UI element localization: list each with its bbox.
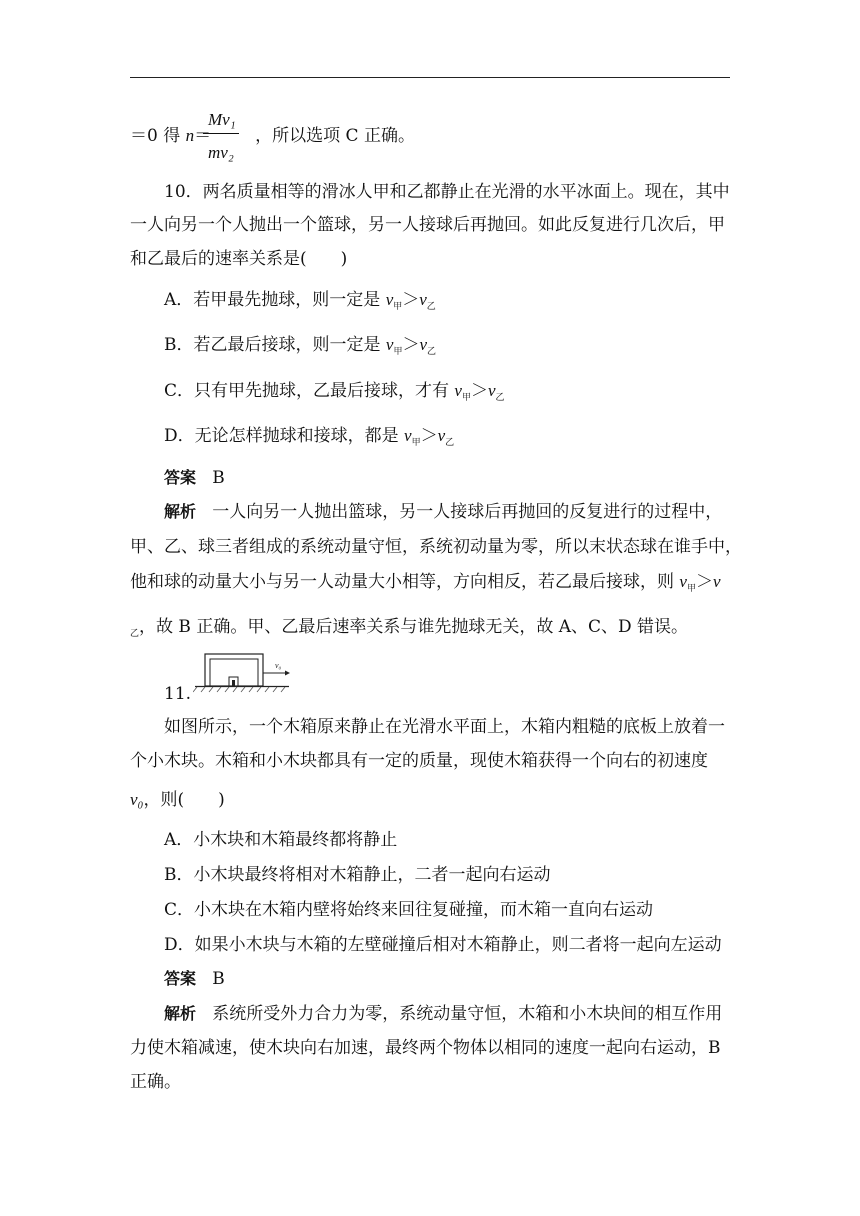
q11-box-figure bbox=[193, 652, 293, 694]
q11-answer: 答案 B bbox=[164, 969, 225, 989]
prev-conclusion: ＝0 得 n＝ ，所以选项 C 正确。 bbox=[130, 126, 415, 146]
q11-option-c: C．小木块在木箱内壁将始终来回往复碰撞，而木箱一直向右运动 bbox=[164, 900, 654, 920]
q10-analysis-line1: 解析 一人向另一人抛出篮球，另一人接球后再抛回的反复进行的过程中， bbox=[164, 502, 723, 522]
q11-analysis-line2: 力使木箱减速，使木块向右加速，最终两个物体以相同的速度一起向右运动，B bbox=[130, 1038, 721, 1058]
q11-analysis-line3: 正确。 bbox=[130, 1072, 181, 1092]
q10-option-a: A．若甲最先抛球，则一定是 $v_甲>v_乙$ bbox=[164, 290, 436, 312]
q10-option-c: C．只有甲先抛球，乙最后接球，才有 $v_甲>v_乙$ bbox=[164, 381, 505, 403]
header-rule bbox=[130, 77, 730, 78]
fraction-denominator: mv₂ bbox=[208, 143, 234, 162]
q10-option-b: B．若乙最后接球，则一定是 $v_甲>v_乙$ bbox=[164, 335, 437, 357]
q11-option-a: A．小木块和木箱最终都将静止 bbox=[164, 830, 398, 850]
q10-stem-line1: 10．两名质量相等的滑冰人甲和乙都静止在光滑的水平冰面上。现在，其中 bbox=[164, 182, 730, 202]
q11-number: 11. bbox=[164, 684, 192, 704]
q11-option-b: B．小木块最终将相对木箱静止，二者一起向右运动 bbox=[164, 865, 551, 885]
q10-stem-line3: 和乙最后的速率关系是( ) bbox=[130, 249, 348, 269]
q11-analysis-line1: 解析 系统所受外力合力为零，系统动量守恒，木箱和小木块间的相互作用 bbox=[164, 1004, 723, 1024]
q10-option-d: D．无论怎样抛球和接球，都是 $v_甲>v_乙$ bbox=[164, 426, 455, 448]
q11-stem-line2: 个小木块。木箱和小木块都具有一定的质量，现使木箱获得一个向右的初速度 bbox=[130, 751, 708, 771]
q11-stem-line3: v₀，则( ) bbox=[130, 790, 225, 810]
q10-stem-line2: 一人向另一个人抛出一个篮球，另一人接球后再抛回。如此反复进行几次后，甲 bbox=[130, 215, 725, 235]
q11-option-d: D．如果小木块与木箱的左壁碰撞后相对木箱静止，则二者将一起向左运动 bbox=[164, 935, 722, 955]
q10-answer: 答案 B bbox=[164, 468, 225, 488]
q10-analysis-line2: 甲、乙、球三者组成的系统动量守恒，系统初动量为零，所以末状态球在谁手中， bbox=[130, 537, 742, 557]
v0-label: v₀ bbox=[275, 661, 282, 670]
q11-stem-line1: 如图所示，一个木箱原来静止在光滑水平面上，木箱内粗糙的底板上放着一 bbox=[164, 717, 725, 737]
fraction-numerator: Mv₁ bbox=[208, 110, 236, 129]
q10-analysis-line3: 他和球的动量大小与另一人动量大小相等，方向相反，若乙最后接球，则 $v_甲>v$ bbox=[130, 572, 721, 594]
q10-analysis-line4: $_乙$，故 B 正确。甲、乙最后速率关系与谁先抛球无关，故 A、C、D 错误。 bbox=[130, 617, 689, 639]
